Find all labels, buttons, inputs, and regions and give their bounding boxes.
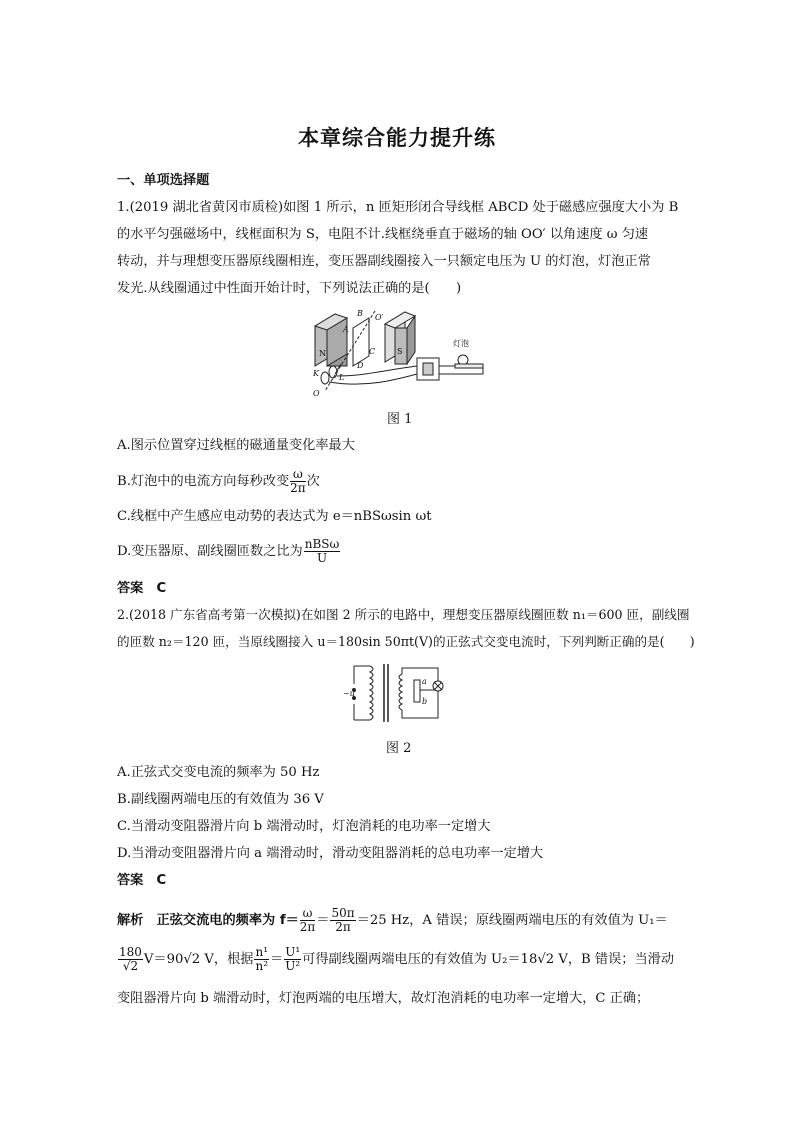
- fig1-label-k: K: [313, 369, 319, 378]
- fig2-label-b: b: [422, 697, 428, 706]
- analysis-fraction-5: $\frac{\text{U¹}}{\text{U²}}$: [285, 945, 301, 973]
- fig1-label-a: A: [343, 325, 349, 334]
- figure-2-caption: 图 2: [386, 741, 412, 756]
- q2-analysis-line-2: $\frac{180}{√2}$ V＝90√2 V，根据 $\frac{\text{n¹}}{\text{n²}}$ ＝ $\frac{\text{U¹}}{\text{U²}}$ 可得副线圈两端电压的有效值为 U₂＝18√2 V，B 错误；当滑动: [119, 945, 675, 973]
- q1-stem-line-3: 转动，并与理想变压器原线圈相连，变压器副线圈接入一只额定电压为 U 的灯泡，灯泡正常: [117, 254, 651, 269]
- fig1-label-o: O: [313, 389, 320, 398]
- analysis-fraction-4: $\frac{\text{n¹}}{\text{n²}}$: [255, 945, 269, 973]
- q1-option-b-fraction: $\frac{\omega}{2\pi}$: [290, 467, 306, 495]
- fig2-label-u: ~u: [343, 689, 355, 698]
- figure-1-caption: 图 1: [387, 412, 413, 427]
- q1-option-c: C.线框中产生感应电动势的表达式为 e＝nBSωsin ωt: [117, 509, 432, 524]
- fig1-label-s: S: [397, 347, 403, 356]
- q2-answer: 答案 C: [117, 873, 167, 888]
- analysis-fraction-3: $\frac{180}{√2}$: [119, 945, 142, 973]
- fig1-label-o-prime: O′: [375, 313, 384, 322]
- fig1-label-c: C: [369, 347, 376, 356]
- section-heading: 一、单项选择题: [117, 173, 210, 188]
- q2-stem-line-1: 2.(2018 广东省高考第一次模拟)在如图 2 所示的电路中，理想变压器原线圈匝数 n₁＝600 匝，副线圈: [117, 607, 690, 622]
- q2-analysis-line-3: 变阻器滑片向 b 端滑动时，灯泡两端的电压增大，故灯泡消耗的电功率一定增大，C 正确；: [117, 991, 650, 1006]
- q2-stem-line-2: 的匝数 n₂＝120 匝，当原线圈接入 u＝180sin 50πt(V)的正弦式交变电流时，下列判断正确的是( ): [117, 634, 695, 649]
- q1-stem-line-2: 的水平匀强磁场中，线框面积为 S，电阻不计.线框绕垂直于磁场的轴 OO′ 以角速度 ω 匀速: [117, 227, 649, 242]
- figure-1-generator-diagram: [305, 306, 495, 401]
- fig1-label-n: N: [319, 349, 326, 358]
- page-title: 本章综合能力提升练: [298, 126, 496, 150]
- analysis-fraction-1: $\frac{\omega}{2\pi}$: [299, 906, 316, 934]
- q2-option-a: A.正弦式交变电流的频率为 50 Hz: [117, 765, 320, 780]
- q2-option-d: D.当滑动变阻器滑片向 a 端滑动时，滑动变阻器消耗的总电功率一定增大: [117, 846, 544, 861]
- q1-option-a: A.图示位置穿过线框的磁通量变化率最大: [117, 438, 355, 453]
- analysis-fraction-2: $\frac{50\pi}{2\pi}$: [331, 906, 355, 934]
- q1-stem-line-1: 1.(2019 湖北省黄冈市质检)如图 1 所示，n 匝矩形闭合导线框 ABCD 处于磁感应强度大小为 B: [117, 200, 679, 215]
- q1-option-d: D.变压器原、副线圈匝数之比为 nBSω U: [117, 537, 340, 565]
- q1-answer: 答案 C: [117, 581, 167, 596]
- fig1-label-l: L: [339, 373, 345, 382]
- q2-option-b: B.副线圈两端电压的有效值为 36 V: [117, 792, 324, 807]
- fig1-label-b: B: [357, 309, 363, 318]
- fig1-label-d: D: [357, 361, 364, 370]
- q1-option-d-fraction: nBSω U: [304, 537, 340, 565]
- figure-2-transformer-circuit: [340, 660, 450, 726]
- fig1-label-bulb: 灯泡: [453, 339, 469, 348]
- fig2-label-a: a: [422, 677, 427, 686]
- q2-analysis-line-1: 解析 正弦交流电的频率为 f＝ $\frac{\omega}{2\pi}$ ＝ $\frac{50\pi}{2\pi}$ ＝25 Hz，A 错误；原线圈两端电压的有效值为 U₁＝: [117, 906, 668, 934]
- q2-option-c: C.当滑动变阻器滑片向 b 端滑动时，灯泡消耗的电功率一定增大: [117, 819, 491, 834]
- q1-stem-line-4: 发光.从线圈通过中性面开始计时，下列说法正确的是( ): [117, 281, 462, 296]
- q1-option-b: B.灯泡中的电流方向每秒改变 $\frac{\omega}{2\pi}$ 次: [117, 467, 320, 495]
